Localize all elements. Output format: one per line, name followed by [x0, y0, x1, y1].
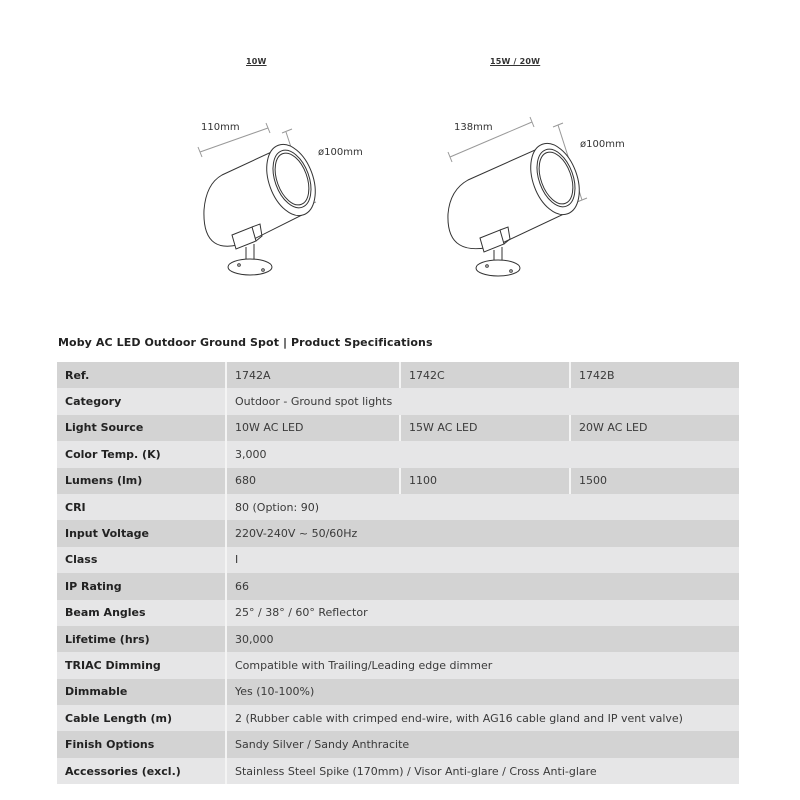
length-label-15w-20w: 138mm [454, 122, 493, 133]
spec-label: Beam Angles [57, 600, 226, 626]
spec-value: 1742A [226, 362, 400, 388]
length-label-10w: 110mm [201, 122, 240, 133]
spec-value: Stainless Steel Spike (170mm) / Visor Anti-glare / Cross Anti-glare [226, 758, 739, 784]
spec-label: Color Temp. (K) [57, 441, 226, 467]
spec-row [57, 468, 739, 494]
spec-row [57, 441, 739, 467]
spec-row [57, 547, 739, 573]
spec-value: Yes (10-100%) [226, 679, 739, 705]
spec-value: 1742B [570, 362, 739, 388]
spec-value: 1100 [400, 468, 570, 494]
spec-value: 15W AC LED [400, 415, 570, 441]
spec-value: 2 (Rubber cable with crimped end-wire, with AG16 cable gland and IP vent valve) [226, 705, 739, 731]
spec-value: Outdoor - Ground spot lights [226, 388, 739, 414]
spec-row [57, 573, 739, 599]
spotlight-drawing-10w [190, 110, 330, 280]
spec-value: 10W AC LED [226, 415, 400, 441]
spec-row [57, 362, 739, 388]
spec-value: I [226, 547, 739, 573]
spec-table [57, 362, 739, 784]
spec-label: Category [57, 388, 226, 414]
spec-label: Dimmable [57, 679, 226, 705]
spec-label: Lifetime (hrs) [57, 626, 226, 652]
spec-value: 20W AC LED [570, 415, 739, 441]
spec-row [57, 415, 739, 441]
spec-row [57, 494, 739, 520]
spec-value: 1742C [400, 362, 570, 388]
diameter-label-10w: ø100mm [318, 147, 363, 158]
spec-value: 66 [226, 573, 739, 599]
spec-value: 1500 [570, 468, 739, 494]
spec-row [57, 520, 739, 546]
spec-label: Ref. [57, 362, 226, 388]
spec-label: Lumens (lm) [57, 468, 226, 494]
spec-value: 220V-240V ~ 50/60Hz [226, 520, 739, 546]
spec-value: Compatible with Trailing/Leading edge dimmer [226, 652, 739, 678]
spec-row [57, 679, 739, 705]
spec-label: Cable Length (m) [57, 705, 226, 731]
spec-row [57, 758, 739, 784]
variant-title-15w-20w: 15W / 20W [490, 57, 541, 66]
spec-value: Sandy Silver / Sandy Anthracite [226, 731, 739, 757]
spec-row [57, 731, 739, 757]
spec-label: TRIAC Dimming [57, 652, 226, 678]
spec-row [57, 652, 739, 678]
spec-label: Light Source [57, 415, 226, 441]
spec-label: Finish Options [57, 731, 226, 757]
spec-row [57, 626, 739, 652]
spec-row [57, 705, 739, 731]
spec-label: CRI [57, 494, 226, 520]
diameter-label-15w-20w: ø100mm [580, 139, 625, 150]
spec-value: 25° / 38° / 60° Reflector [226, 600, 739, 626]
spec-row [57, 600, 739, 626]
spec-value: 680 [226, 468, 400, 494]
variant-title-10w: 10W [246, 57, 267, 66]
spotlight-drawing-15w-20w [440, 110, 600, 280]
spec-row [57, 388, 739, 414]
spec-label: IP Rating [57, 573, 226, 599]
spec-table-title: Moby AC LED Outdoor Ground Spot | Product Specifications [58, 336, 433, 349]
spec-label: Input Voltage [57, 520, 226, 546]
spec-value: 80 (Option: 90) [226, 494, 739, 520]
spec-label: Class [57, 547, 226, 573]
spec-value: 3,000 [226, 441, 739, 467]
spec-value: 30,000 [226, 626, 739, 652]
spec-label: Accessories (excl.) [57, 758, 226, 784]
